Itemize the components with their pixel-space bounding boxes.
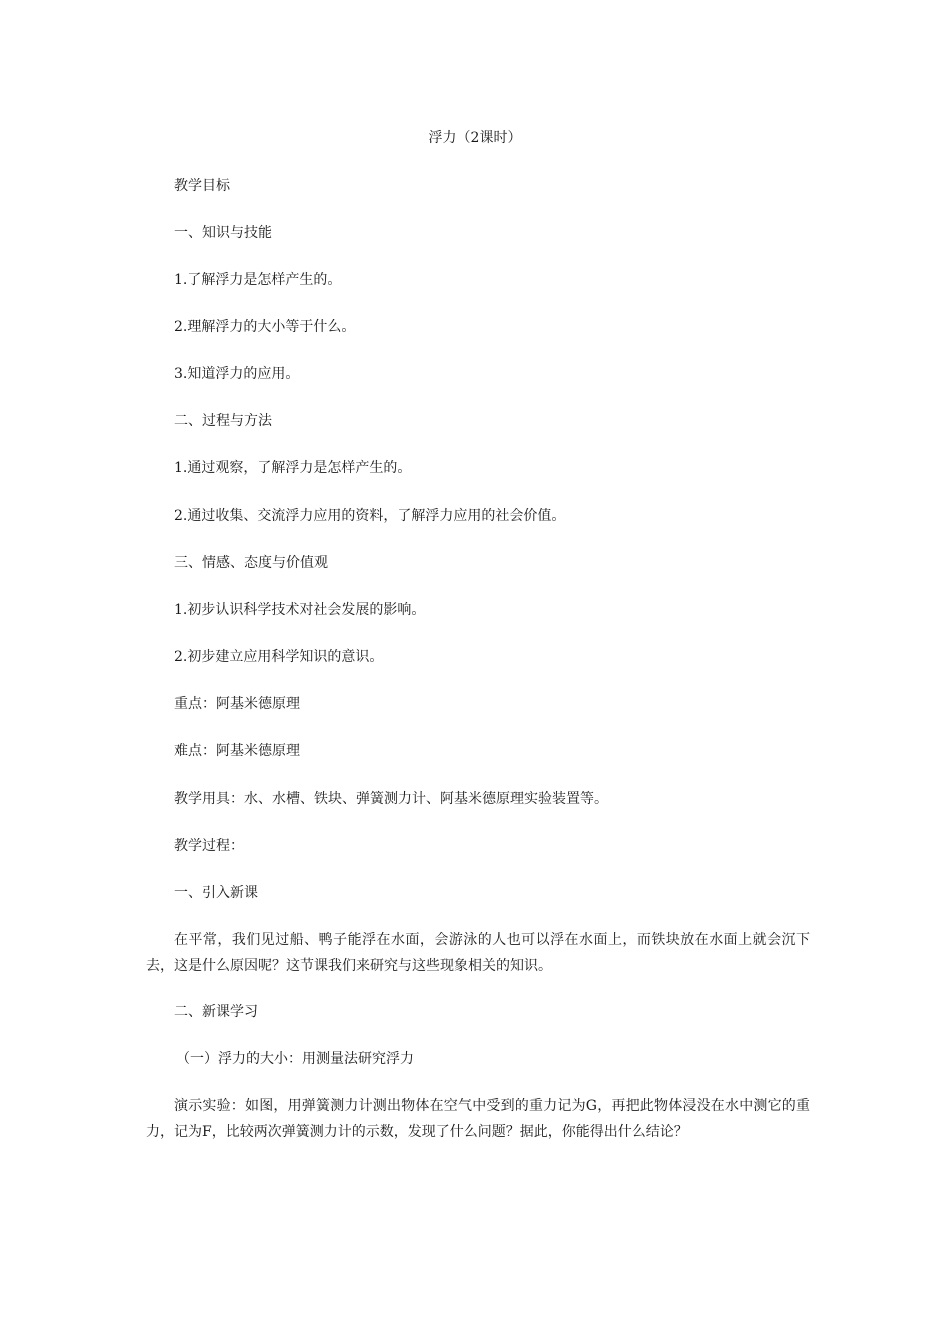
section3-heading: 三、情感、态度与价值观 xyxy=(174,555,328,571)
subsection1-heading: （一）浮力的大小：用测量法研究浮力 xyxy=(176,1051,414,1067)
teaching-tools: 教学用具：水、水槽、铁块、弹簧测力计、阿基米德原理实验装置等。 xyxy=(174,791,608,807)
process-heading: 教学过程： xyxy=(174,838,244,854)
document-title: 浮力（2课时） xyxy=(428,130,522,146)
section2-item-1: 1.通过观察，了解浮力是怎样产生的。 xyxy=(174,460,412,476)
section1-heading: 一、知识与技能 xyxy=(174,225,272,241)
section2-item-2: 2.通过收集、交流浮力应用的资料，了解浮力应用的社会价值。 xyxy=(174,508,566,524)
intro-paragraph: 在平常，我们见过船、鸭子能浮在水面，会游泳的人也可以浮在水面上，而铁块放在水面上就会沉下去，这是什么原因呢？这节课我们来研究与这些现象相关的知识。 xyxy=(146,932,810,974)
section3-item-1: 1.初步认识科学技术对社会发展的影响。 xyxy=(174,602,426,618)
section1-item-1: 1.了解浮力是怎样产生的。 xyxy=(174,272,342,288)
demo-paragraph: 演示实验：如图，用弹簧测力计测出物体在空气中受到的重力记为G，再把此物体浸没在水中测它的重力，记为F，比较两次弹簧测力计的示数，发现了什么问题？据此，你能得出什么结论？ xyxy=(146,1098,810,1140)
difficulty: 难点：阿基米德原理 xyxy=(174,743,300,759)
new-lesson-heading: 二、新课学习 xyxy=(174,1004,258,1020)
section2-heading: 二、过程与方法 xyxy=(174,413,272,429)
section3-item-2: 2.初步建立应用科学知识的意识。 xyxy=(174,649,384,665)
section1-item-3: 3.知道浮力的应用。 xyxy=(174,366,300,382)
key-point: 重点：阿基米德原理 xyxy=(174,696,300,712)
section1-item-2: 2.理解浮力的大小等于什么。 xyxy=(174,319,356,335)
intro-heading: 一、引入新课 xyxy=(174,885,258,901)
objectives-heading: 教学目标 xyxy=(174,178,230,194)
